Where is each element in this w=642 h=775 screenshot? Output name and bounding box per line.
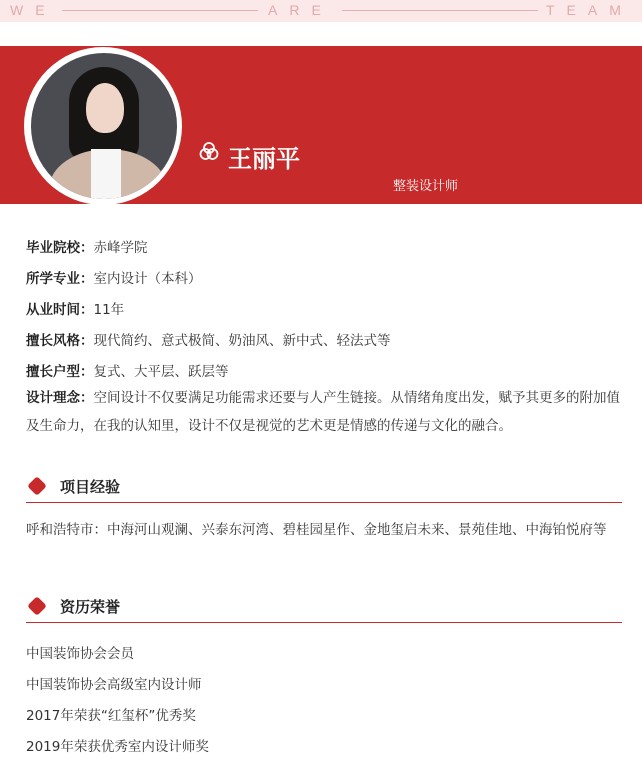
- honor-item: 2019年荣获优秀室内设计师奖: [26, 739, 209, 755]
- projects-text: 呼和浩特市：中海河山观澜、兴泰东河湾、碧桂园星作、金地玺启未来、景苑佳地、中海铂悦府等: [26, 522, 607, 538]
- section-projects-header: [26, 476, 622, 503]
- header-strip: [0, 0, 642, 22]
- section-honors-title: 资历荣誉: [60, 598, 121, 616]
- detail-years: 从业时间：11年: [26, 302, 125, 318]
- header-word-team: TEAM: [546, 2, 633, 18]
- section-projects-title: 项目经验: [60, 478, 121, 496]
- header-divider: [342, 10, 538, 11]
- detail-style: 擅长风格：现代简约、意式极简、奶油风、新中式、轻法式等: [26, 333, 391, 349]
- header-word-we: WE: [10, 2, 57, 18]
- designer-role: 整装设计师: [393, 179, 459, 194]
- designer-name: 王丽平: [228, 145, 300, 173]
- section-honors-header: [26, 596, 622, 623]
- header-word-are: ARE: [268, 2, 333, 18]
- trefoil-logo-icon: [199, 141, 219, 161]
- honor-item: 中国装饰协会高级室内设计师: [26, 677, 202, 693]
- honor-item: 中国装饰协会会员: [26, 646, 134, 662]
- detail-concept: 设计理念：空间设计不仅要满足功能需求还要与人产生链接。从情绪角度出发，赋予其更多的附加值及生命力，在我的认知里，设计不仅是视觉的艺术更是情感的传递与文化的融合。: [26, 390, 620, 434]
- diamond-bullet-icon: [27, 596, 47, 616]
- detail-major: 所学专业：室内设计（本科）: [26, 271, 202, 287]
- avatar: [31, 53, 177, 199]
- header-divider: [62, 10, 258, 11]
- honor-item: 2017年荣获“红玺杯”优秀奖: [26, 708, 196, 724]
- detail-house-type: 擅长户型：复式、大平层、跃层等: [26, 364, 229, 380]
- diamond-bullet-icon: [27, 476, 47, 496]
- detail-school: 毕业院校：赤峰学院: [26, 240, 148, 256]
